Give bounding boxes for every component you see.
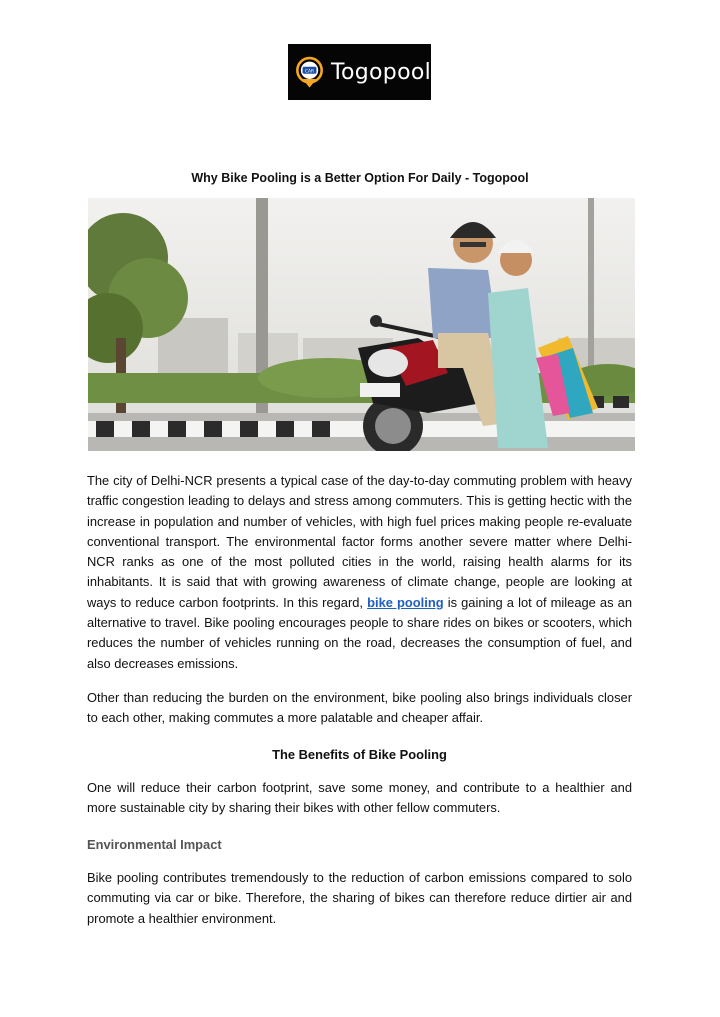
logo-car-label: CAR: [305, 69, 315, 75]
community-paragraph: Other than reducing the burden on the environment, bike pooling also brings individuals closer to each other, making commutes a more palatable and cheaper affair.: [87, 690, 632, 726]
bike-pooling-link[interactable]: bike pooling: [367, 594, 444, 610]
intro-paragraph: [87, 471, 632, 674]
benefits-heading: The Benefits of Bike Pooling: [272, 747, 447, 762]
hero-photo-bike-riders: [88, 198, 635, 451]
hero-illustration: [88, 198, 635, 451]
logo-pin-icon: [293, 53, 326, 91]
togopool-logo: [288, 44, 431, 100]
environmental-paragraph: Bike pooling contributes tremendously to the reduction of carbon emissions compared to solo commuting via car or bike. Therefore, the sharing of bikes can therefore reduce dirtier air and promote a healthier environment.: [87, 870, 632, 926]
environmental-impact-heading: Environmental Impact: [87, 837, 222, 852]
intro-text-after-link: is gaining a lot of mileage as an alternative to travel. Bike pooling encourages people to share rides on bikes or scooters, which reduces the number of vehicles running on the road, decreases the consumption of fuel, and also decreases emissions.: [87, 594, 632, 671]
benefits-paragraph: One will reduce their carbon footprint, save some money, and contribute to a healthier and more sustainable city by sharing their bikes with other fellow commuters.: [87, 780, 632, 816]
logo-wordmark: Togopool: [331, 59, 431, 85]
intro-text-before-link: The city of Delhi-NCR presents a typical case of the day-to-day commuting problem with heavy traffic congestion leading to delays and stress among commuters. This is getting hectic with the increase in population and number of vehicles, with high fuel prices making people re-evaluate conventional transport. The environmental factor forms another severe matter where Delhi-NCR ranks as one of the most polluted cities in the world, raising health alarms for its inhabitants. It is said that with growing awareness of climate change, people are looking at ways to reduce carbon footprints. In this regard,: [87, 473, 632, 610]
page-title: Why Bike Pooling is a Better Option For Daily - Togopool: [191, 171, 529, 185]
